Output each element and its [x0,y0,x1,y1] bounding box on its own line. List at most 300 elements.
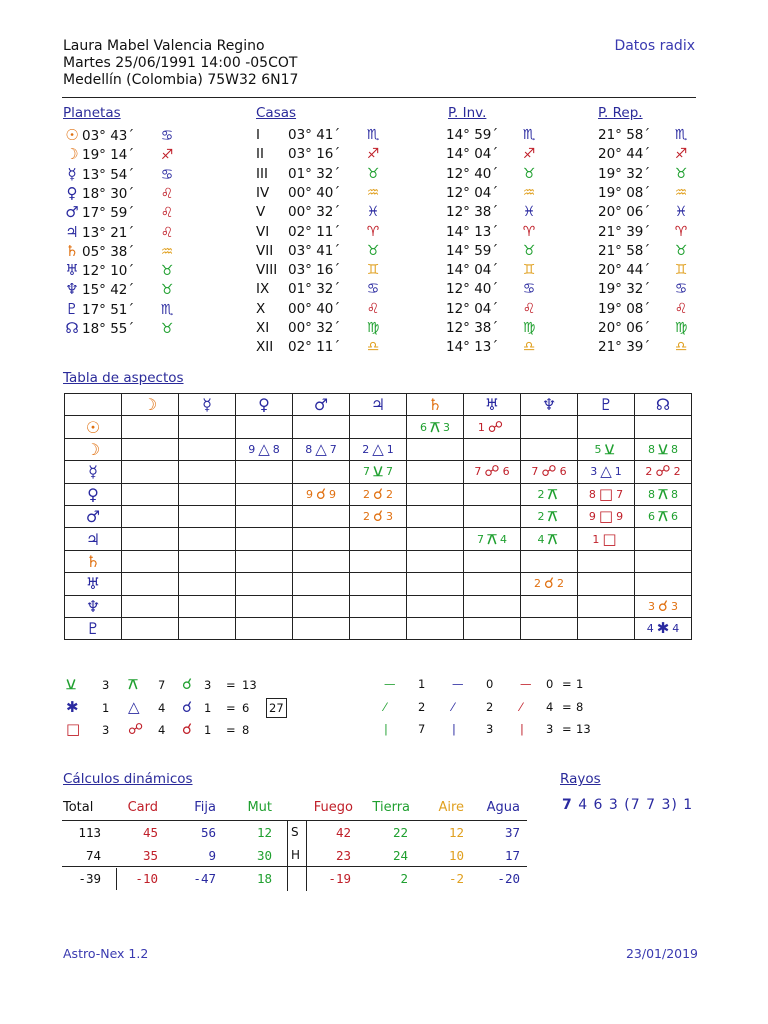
line-green-value: 1 [418,677,426,691]
inv-position: 12° 04´ [446,184,499,201]
aspect-orb-b: 9 [329,487,337,501]
rep-position: 20° 06´ [598,204,651,221]
aspect-symbol: ☍ [655,462,671,481]
summary-row [66,698,287,716]
line-eq: = [562,722,572,736]
sign-glyph: ♒ [522,184,536,201]
aspect-cell [578,550,635,572]
house-position: 03° 41´ [288,127,341,143]
aspect-orb-b: 1 [614,465,622,479]
aspect-cell [293,550,350,572]
house-row [256,261,390,280]
aspect-entry [362,484,394,503]
aspect-orb-a: 5 [594,442,602,456]
aspect-header-row [65,394,692,416]
house-number: XII [256,339,274,356]
sign-glyph: ♉ [160,321,174,337]
dyn-value-fija: -47 [193,871,216,886]
aspectos-title: Tabla de aspectos [63,370,184,386]
dyn-value-tierra: 22 [392,825,408,840]
planet-glyph: ♀ [66,183,78,202]
aspect-symbol: ⚻ [547,529,558,548]
rep-position: 19° 08´ [598,300,651,317]
aspect-cell [635,595,692,617]
aspect-orb-a: 8 [588,487,596,501]
aspect-symbol: ⚺ [373,462,383,481]
aspect-cell [635,483,692,505]
aspect-cell [350,550,407,572]
aspect-col-glyph: ♅ [464,394,521,416]
aspect-cell [407,416,464,438]
aspect-cell [236,617,293,639]
header-divider [62,97,696,98]
aspect-orb-a: 6 [420,420,427,434]
aspect-cell [122,505,179,527]
aspect-cell [350,438,407,460]
aspect-symbol: ⚻ [547,484,558,503]
birth-date: Martes 25/06/1991 14:00 -05COT [63,55,298,71]
planet-glyph: ♃ [65,222,79,241]
sign-glyph: ♊ [674,262,688,279]
aspect-symbol: △ [258,439,270,458]
aspect-orb-a: 1 [477,420,485,434]
sign-glyph: ♌ [160,224,174,241]
aspect-col-glyph: ♂ [293,394,350,416]
aspect-cell [350,595,407,617]
aspect-symbol: ✱ [656,619,670,638]
sign-glyph: ♉ [160,263,174,280]
aspect-cell [122,595,179,617]
aspect-entry [590,462,622,481]
aspect-cell [179,438,236,460]
aspect-cell [578,461,635,483]
inv-row [446,242,546,261]
line-red-value: 3 [546,722,554,736]
aspect-cell [578,573,635,595]
sign-glyph: ♉ [366,242,380,259]
planet-row [62,319,184,338]
inv-row [446,165,546,184]
rep-position: 21° 39´ [598,339,651,356]
house-number: X [256,300,266,317]
aspect-cell [350,528,407,550]
aspect-cell [521,438,578,460]
house-number: VI [256,223,270,240]
planet-position: 12° 10´ [82,263,135,280]
aspect-cell [635,505,692,527]
dyn-value-total: -39 [78,871,101,886]
planetas-title: Planetas [63,105,121,121]
line-red-value: 0 [546,677,554,691]
aspect-cell [635,573,692,595]
aspect-orb-b: 8 [272,442,280,456]
sign-glyph: ♐ [674,146,688,163]
sign-glyph: ♒ [674,184,688,201]
aspect-entry [362,507,394,526]
aspect-orb-b: 1 [386,442,394,456]
summary-eq: = [226,700,236,715]
rep-position: 19° 32´ [598,281,651,298]
sign-glyph: ♈ [366,223,380,240]
line-green: ⁄ [384,699,386,714]
summary-symbol: □ [66,720,81,738]
sign-glyph: ♋ [160,128,174,144]
dyn-tag-left [287,821,288,891]
aspect-cell [407,573,464,595]
aspect-orb-a: 7 [477,532,484,546]
aspect-orb-a: 8 [648,487,655,501]
app-name: Astro-Nex 1.2 [63,946,149,961]
house-number: I [256,127,260,143]
dyn-value-mut: 18 [256,871,272,886]
planet-glyph: ♇ [65,299,79,318]
aspect-orb-a: 7 [531,465,539,479]
planet-row [62,280,184,299]
aspect-orb-a: 2 [537,487,545,501]
aspect-cell [521,416,578,438]
rep-row [598,184,698,203]
casas-title: Casas [256,105,297,121]
aspect-orb-a: 2 [362,442,370,456]
line-total: 13 [576,722,591,736]
aspect-symbol: □ [602,529,617,548]
aspect-orb-a: 2 [362,510,370,524]
aspect-symbol: ☍ [484,462,500,481]
aspect-symbol: □ [598,507,614,526]
aspect-cell [521,595,578,617]
house-number: II [256,146,264,163]
aspect-orb-b: 2 [386,487,394,501]
aspect-row-glyph: ☿ [65,461,122,483]
sign-glyph: ♏ [522,127,536,143]
sign-glyph: ♏ [160,301,174,318]
aspect-cell [236,505,293,527]
dyn-value-fuego: 23 [335,848,351,863]
aspect-cell [635,528,692,550]
rep-row [598,280,698,299]
line-blue: ⁄ [452,699,454,714]
aspect-cell [407,483,464,505]
planet-position: 13° 54´ [82,166,135,183]
dyn-value-total: 113 [78,825,101,840]
line-total: 8 [576,699,584,714]
planet-position: 13° 21´ [82,224,135,241]
dyn-value-fija: 56 [200,825,216,840]
planet-position: 05° 38´ [82,243,135,260]
summary-symbol: ⚺ [66,675,76,693]
planet-glyph: ☽ [65,145,79,164]
aspect-cell [179,595,236,617]
aspect-row-glyph: ☽ [65,438,122,460]
sign-glyph: ♎ [674,339,688,356]
aspect-entry [305,484,337,503]
aspect-cell [236,461,293,483]
aspect-entry [474,462,510,481]
aspect-col-glyph: ♆ [521,394,578,416]
aspect-orb-a: 9 [588,510,596,524]
summary-box: 27 [266,698,287,718]
line-blue-value: 0 [486,677,494,691]
dyn-value-card: 45 [142,825,158,840]
line-red-value: 4 [546,699,554,714]
sign-glyph: ♐ [160,147,174,164]
aspect-cell [293,416,350,438]
rayos-values [562,797,693,813]
dyn-value-tierra: 24 [392,848,408,863]
line-eq: = [562,699,572,714]
rep-position: 21° 58´ [598,127,651,143]
aspect-cell [122,438,179,460]
sign-glyph: ♍ [366,320,380,336]
line-green: — [384,677,396,691]
aspect-orb-b: 7 [386,465,393,479]
aspect-cell [122,528,179,550]
aspect-cell [407,438,464,460]
planet-glyph: ♆ [65,280,79,299]
line-blue-value: 2 [486,699,494,714]
aspect-row [65,550,692,572]
aspect-cell [179,505,236,527]
dyn-total-rule [62,866,527,867]
sign-glyph: ♎ [366,339,380,356]
aspect-row [65,505,692,527]
aspect-row [65,528,692,550]
aspect-orb-a: 3 [590,465,598,479]
line-green-value: 7 [418,722,426,736]
aspect-row [65,416,692,438]
dyn-value-fija: 9 [208,848,216,863]
planet-row [62,300,184,319]
inv-row [446,280,546,299]
line-blue-value: 3 [486,722,494,736]
house-row [256,223,390,242]
aspect-symbol: △ [315,439,327,458]
aspect-orb-a: 4 [537,532,545,546]
aspect-entry [648,484,678,503]
planet-position: 15° 42´ [82,282,135,299]
aspect-entry [537,507,561,526]
dyn-value-mut: 30 [256,848,272,863]
line-eq: = [562,677,572,691]
aspect-orb-b: 7 [329,442,337,456]
summary-symbol: ☍ [128,720,144,738]
aspect-orb-a: 4 [646,622,654,636]
aspect-cell [635,617,692,639]
aspect-entry [646,619,680,638]
aspect-orb-a: 8 [305,442,313,456]
sign-glyph: ♌ [366,300,380,317]
doc-type: Datos radix [614,38,695,54]
aspect-cell [578,505,635,527]
aspect-symbol: △ [372,439,384,458]
planet-row [62,184,184,203]
dyn-header-fuego: Fuego [313,800,353,815]
aspect-orb-b: 3 [443,420,450,434]
summary-value: 1 [204,700,212,715]
aspect-cell [122,416,179,438]
aspect-orb-b: 3 [671,599,679,613]
aspect-cell [464,617,521,639]
rep-row [598,223,698,242]
rep-position: 19° 08´ [598,184,651,201]
inv-row [446,126,546,145]
dyn-header-rule [62,820,527,821]
inv-position: 12° 04´ [446,300,499,317]
house-row [256,242,390,261]
summary-symbol: ⚻ [128,675,138,693]
aspect-symbol: ☌ [315,484,327,503]
house-row [256,165,390,184]
inv-position: 12° 38´ [446,204,499,221]
aspect-row [65,617,692,639]
aspect-symbol: ⚺ [658,439,668,458]
aspect-cell [464,416,521,438]
line-blue: — [452,677,464,691]
aspect-orb-a: 6 [648,510,655,524]
aspect-col-glyph: ♄ [407,394,464,416]
aspect-cell [578,595,635,617]
aspect-col-glyph: ☽ [122,394,179,416]
person-name: Laura Mabel Valencia Regino [63,38,265,54]
aspect-orb-b: 4 [500,532,507,546]
aspect-row-glyph: ♂ [65,505,122,527]
rep-position: 19° 32´ [598,165,651,182]
sign-glyph: ♐ [522,146,536,163]
planet-row [62,203,184,222]
inv-row [446,261,546,280]
aspect-cell [350,573,407,595]
inv-position: 14° 59´ [446,127,499,143]
inv-row [446,184,546,203]
aspect-cell [464,483,521,505]
inv-row [446,145,546,164]
aspect-row-glyph: ☉ [65,416,122,438]
house-number: VIII [256,262,278,279]
line-summary-row [384,675,600,693]
aspect-symbol: ☍ [541,462,557,481]
sign-glyph: ♈ [522,223,536,240]
house-row [256,319,390,338]
house-number: V [256,204,266,221]
summary-symbol: ☌ [182,697,193,716]
inv-row [446,338,546,357]
line-summary-row [384,698,600,716]
aspect-cell [578,483,635,505]
rep-row [598,300,698,319]
aspect-entry [537,484,561,503]
dyn-value-fuego: -19 [328,871,351,886]
rep-position: 20° 06´ [598,320,651,336]
aspect-entry [648,439,678,458]
aspect-cell [464,595,521,617]
aspect-orb-a: 2 [537,510,545,524]
rep-row [598,203,698,222]
aspect-cell [521,617,578,639]
planet-position: 18° 30´ [82,185,135,202]
line-red: ⁄ [520,699,522,714]
sign-glyph: ♉ [674,242,688,259]
planet-glyph: ☊ [65,319,79,337]
birth-place: Medellín (Colombia) 75W32 6N17 [63,72,299,88]
aspect-entry [477,529,507,548]
planet-glyph: ☉ [65,126,79,144]
dyn-header-total: Total [63,800,94,815]
aspect-cell [407,505,464,527]
house-row [256,338,390,357]
rep-position: 21° 39´ [598,223,651,240]
planet-row [62,145,184,164]
planet-position: 03° 43´ [82,128,135,144]
aspect-entry [648,507,678,526]
aspect-symbol: ☍ [487,417,504,436]
aspect-cell [179,573,236,595]
summary-value: 4 [158,700,166,715]
aspect-entry [531,462,567,481]
aspect-cell [578,416,635,438]
dyn-value-aire: -2 [448,871,464,886]
sign-glyph: ♌ [160,185,174,202]
aspect-cell [122,550,179,572]
sign-glyph: ♐ [366,146,380,163]
sign-glyph: ♉ [366,165,380,182]
aspect-entry [305,439,337,458]
aspect-cell [464,550,521,572]
aspect-entry [588,484,624,503]
aspect-row-glyph: ♃ [65,528,122,550]
aspect-cell [521,483,578,505]
aspect-col-glyph: ♇ [578,394,635,416]
aspect-cell [122,461,179,483]
aspect-row [65,595,692,617]
house-position: 00° 32´ [288,320,341,336]
aspect-cell [407,528,464,550]
aspect-cell [236,595,293,617]
rep-row [598,242,698,261]
aspect-row-glyph: ♄ [65,550,122,572]
aspect-cell [635,416,692,438]
prep-title: P. Rep. [598,105,643,121]
house-position: 00° 40´ [288,184,341,201]
aspect-orb-b: 8 [671,442,678,456]
rep-position: 21° 58´ [598,242,651,259]
aspect-symbol: ☌ [657,596,669,615]
dyn-value-agua: 17 [504,848,520,863]
planet-glyph: ♂ [65,203,79,222]
aspect-orb-a: 7 [474,465,482,479]
dyn-value-mut: 12 [256,825,272,840]
planet-glyph: ♅ [65,261,79,280]
aspect-row [65,483,692,505]
sign-glyph: ♋ [160,166,174,183]
aspect-cell [236,416,293,438]
house-row [256,126,390,145]
planet-glyph: ☿ [67,164,77,183]
aspect-cell [521,573,578,595]
summary-value: 4 [158,723,166,737]
planet-position: 17° 51´ [82,301,135,318]
rayos-title: Rayos [560,771,601,787]
rep-row [598,145,698,164]
sign-glyph: ♓ [522,204,536,221]
aspect-cell [293,573,350,595]
line-green: | [384,722,388,736]
planet-position: 19° 14´ [82,147,135,164]
dyn-header-mut: Mut [247,800,272,815]
rep-row [598,126,698,145]
aspect-orb-b: 2 [557,577,565,591]
aspect-cell [179,550,236,572]
line-red: | [520,722,524,736]
